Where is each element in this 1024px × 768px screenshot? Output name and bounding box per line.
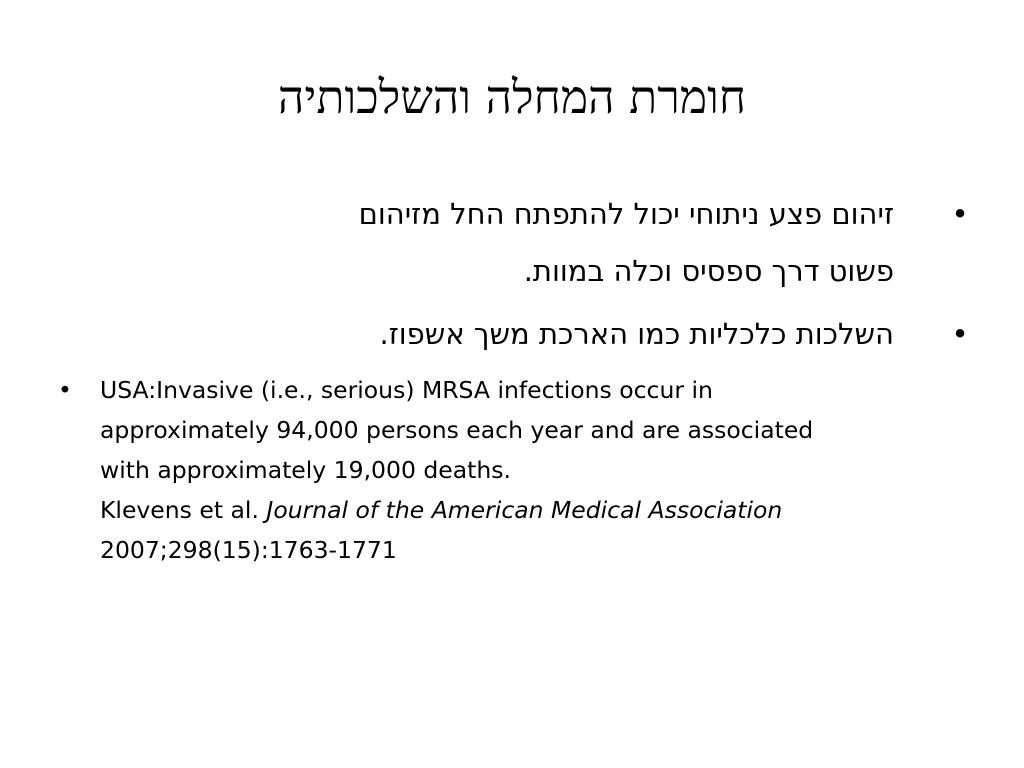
bullet-text bbox=[174, 306, 894, 363]
bullet-dot: • bbox=[951, 197, 969, 231]
bullet-line: USA:Invasive (i.e., serious) MRSA infections occur in bbox=[100, 376, 713, 404]
citation bbox=[100, 490, 958, 530]
bullet-item-usa-statistics bbox=[58, 370, 958, 570]
bullet-line: with approximately 19,000 deaths. bbox=[100, 456, 511, 484]
bullet-dot: • bbox=[951, 317, 969, 351]
citation-author: Klevens et al. bbox=[100, 496, 267, 524]
bullet-line: זיהום פצע ניתוחי יכול להתפתח החל מזיהום bbox=[358, 197, 894, 231]
citation-journal: Journal of the American Medical Association bbox=[266, 496, 783, 524]
slide-title: חומרת המחלה והשלכותיה bbox=[277, 70, 747, 124]
bullet-text bbox=[174, 186, 894, 300]
bullet-item-economic-impact bbox=[174, 306, 974, 363]
bullet-item-surgical-infection bbox=[174, 186, 974, 300]
bullet-dot: • bbox=[58, 376, 72, 404]
bullet-line: פשוט דרך ספסיס וכלה במוות. bbox=[523, 254, 894, 288]
bullet-line: השלכות כלכליות כמו הארכת משך אשפוז. bbox=[379, 317, 894, 351]
bullet-line: approximately 94,000 persons each year and are associated bbox=[100, 416, 814, 444]
citation-reference: 2007;298(15):1763-1771 bbox=[100, 536, 397, 564]
bullet-text bbox=[100, 370, 958, 570]
